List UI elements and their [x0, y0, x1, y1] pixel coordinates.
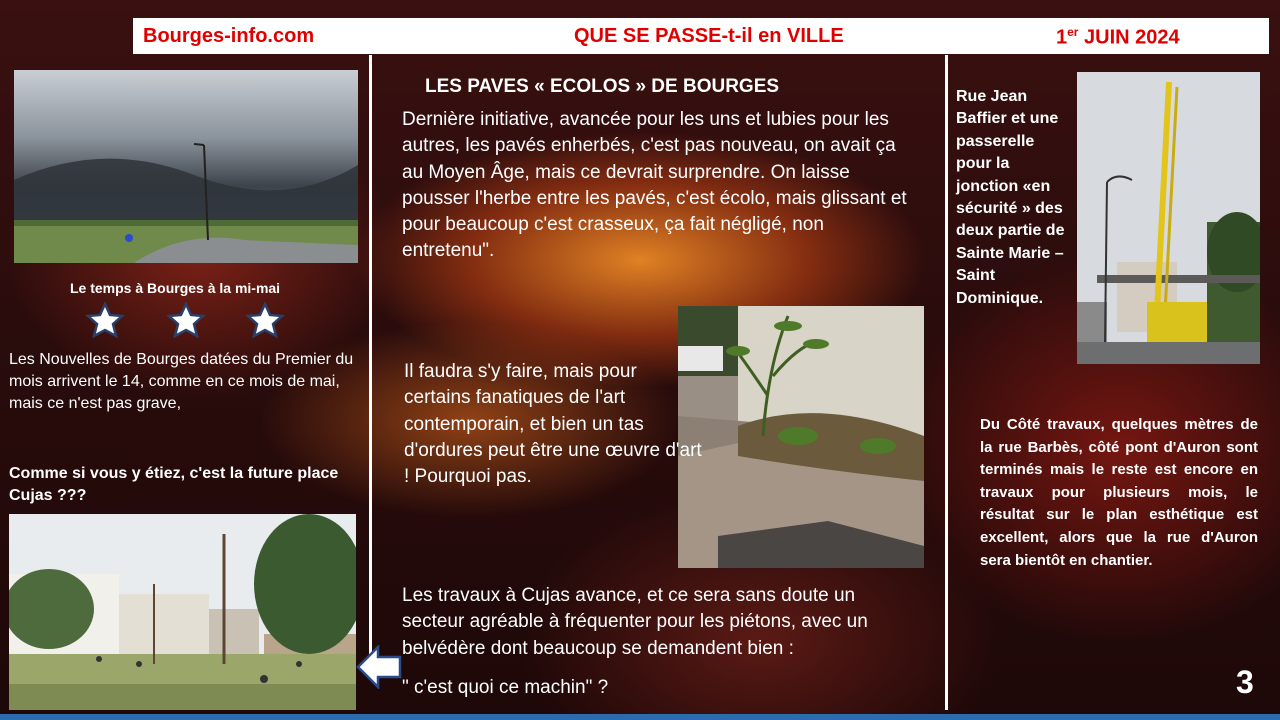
cujas-works-paragraph: Les travaux à Cujas avance, et ce sera sans doute un secteur agréable à fréquenter pour les piétons, avec un belvédère dont beaucoup se demandent bien :	[402, 585, 868, 659]
arrow-left-icon	[356, 645, 402, 689]
weather-caption: Le temps à Bourges à la mi-mai	[70, 280, 281, 296]
date-month-year: JUIN 2024	[1078, 26, 1180, 49]
star-icon	[88, 304, 122, 336]
news-paragraph: Les Nouvelles de Bourges datées du Premier du mois arrivent le 14, comme en ce mois de mai, mais ce n'est pas grave,	[9, 351, 354, 412]
cujas-quote: " c'est quoi ce machin" ?	[402, 677, 609, 698]
art-paragraph: Il faudra s'y faire, mais pour certains fanatiques de l'art contemporain, et bien un tas d'ordures peut être une œuvre d'art ! Pourquoi pas.	[404, 361, 702, 488]
star-icon	[248, 304, 282, 336]
header-banner	[133, 18, 1269, 54]
crane-bridge-photo	[1077, 72, 1260, 364]
weather-rating-stars	[78, 302, 294, 338]
bridge-caption: Rue Jean Baffier et une passerelle pour la jonction «en sécurité » des deux partie de Sainte Marie – Saint Dominique.	[956, 88, 1065, 307]
works-paragraph: Du Côté travaux, quelques mètres de la rue Barbès, côté pont d'Auron sont terminés mais le reste est encore en travaux pour plusieurs mois, le résultat sur le plan esthétique est excellent, alors que la rue d'Auron sera bientôt en chantier.	[980, 416, 1258, 569]
article-title: LES PAVES « ECOLOS » DE BOURGES	[425, 76, 780, 97]
grass-pavers-photo	[678, 306, 924, 568]
cujas-question: Comme si vous y étiez, c'est la future place Cujas ???	[9, 465, 339, 504]
bottom-bar	[0, 714, 1280, 720]
storm-photo	[14, 70, 358, 263]
page-number: 3	[1236, 664, 1254, 700]
page-headline: QUE SE PASSE-t-il en VILLE	[574, 25, 844, 47]
date-ordinal: er	[1067, 25, 1079, 39]
date-day: 1	[1056, 26, 1068, 49]
site-name: Bourges-info.com	[143, 25, 315, 47]
issue-date	[1056, 25, 1180, 50]
place-cujas-rendering	[9, 514, 356, 710]
column-divider-right	[945, 55, 948, 710]
column-divider-left	[369, 55, 372, 655]
article-intro: Dernière initiative, avancée pour les uns et lubies pour les autres, les pavés enherbés, c'est pas nouveau, on avait ça au Moyen Âge, mais ce devrait surprendre. On laisse pousser l'herbe entre les pavés, c'est écolo, mais glissant et pour beaucoup c'est crasseux, ça fait négligé, non entretenu".	[402, 109, 907, 262]
star-icon	[169, 304, 203, 336]
